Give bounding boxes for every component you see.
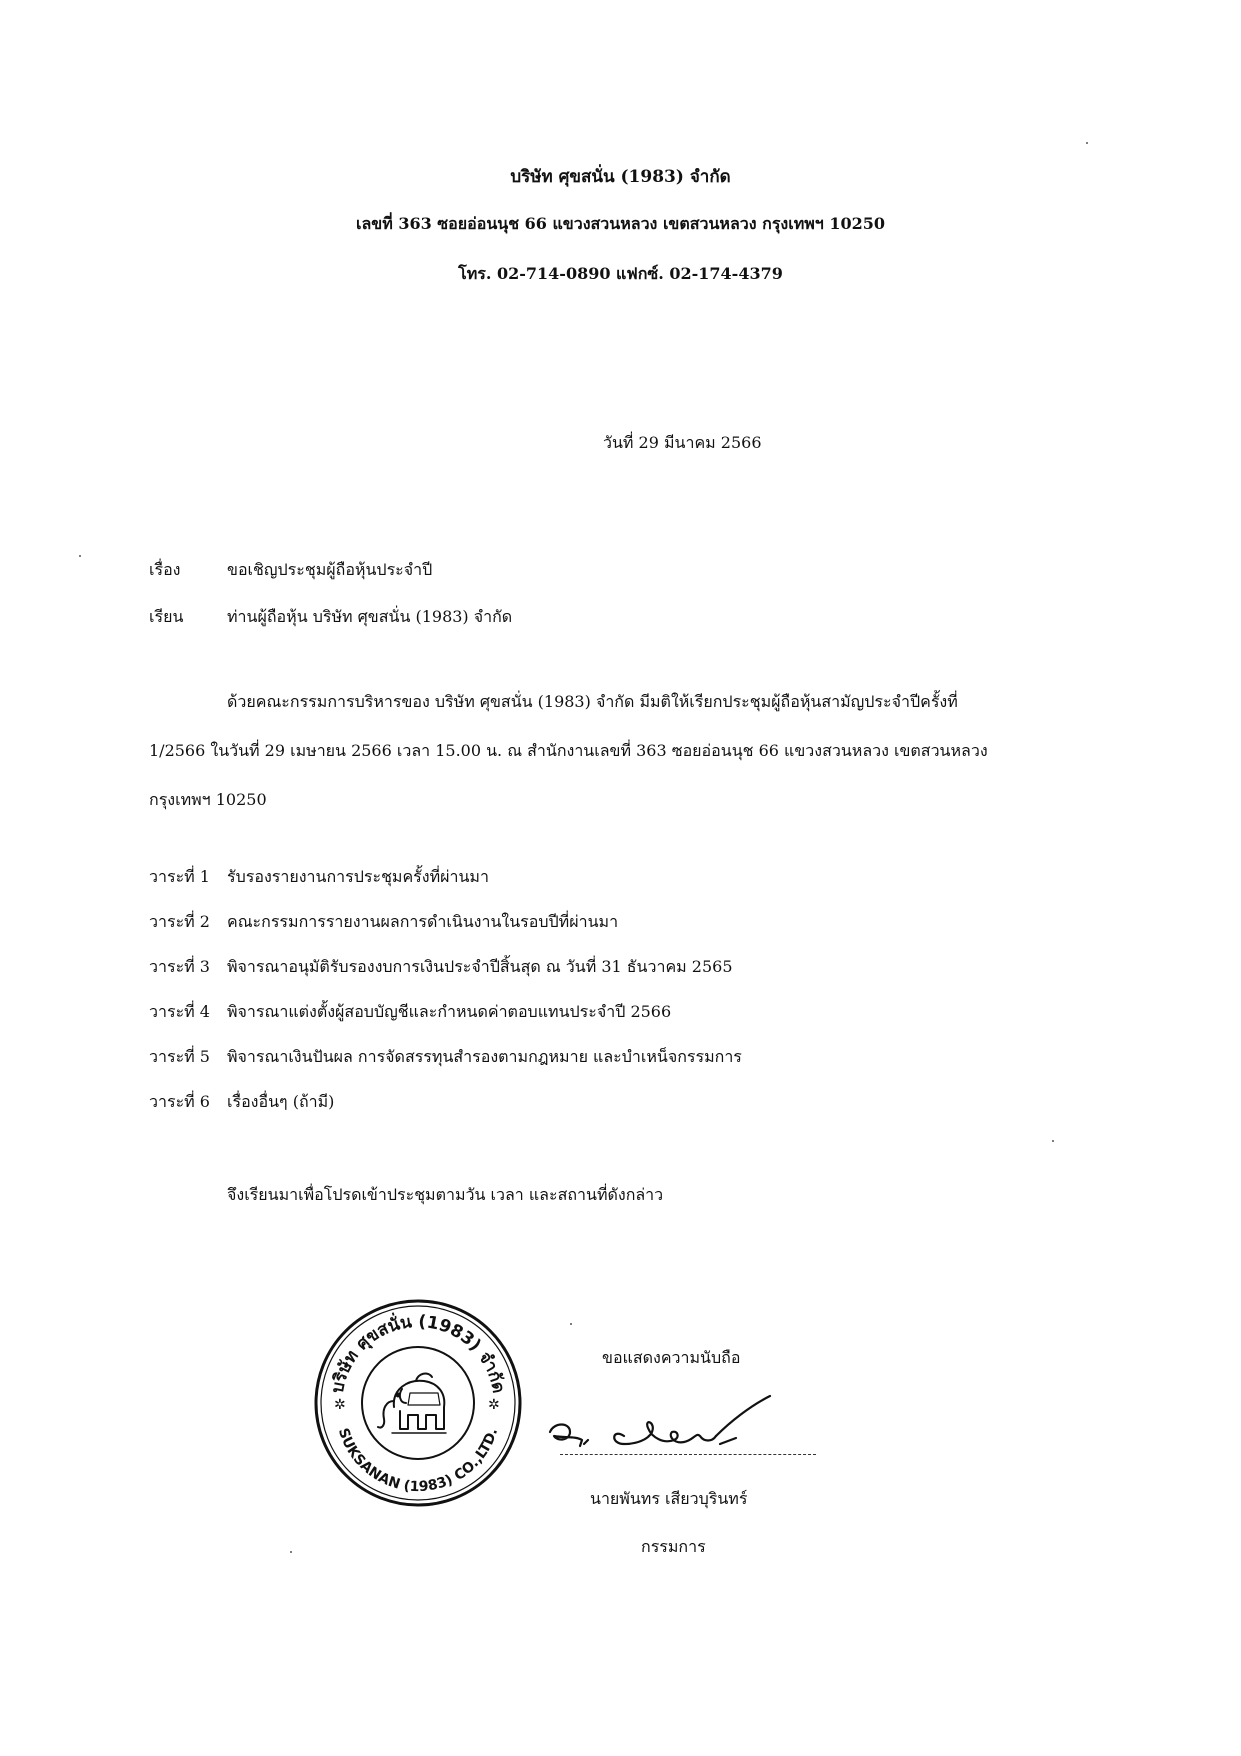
agenda-text: พิจารณาแต่งตั้งผู้สอบบัญชีและกำหนดค่าตอบแทนประจำปี 2566	[227, 1002, 672, 1021]
agenda-text: รับรองรายงานการประชุมครั้งที่ผ่านมา	[227, 867, 489, 886]
seal-center-ring	[362, 1347, 474, 1459]
agenda-item	[149, 1046, 742, 1091]
scan-speck	[1052, 1140, 1054, 1142]
body-line-3: กรุงเทพฯ 10250	[149, 790, 267, 809]
seal-top-text: บริษัท ศุขสนั่น (1983) จำกัด	[327, 1311, 509, 1395]
signature-line	[560, 1454, 816, 1455]
agenda-text: เรื่องอื่นๆ (ถ้ามี)	[227, 1092, 335, 1111]
seal-star-icon: ✲	[334, 1397, 346, 1413]
seal-bottom-text: SUKSANAN (1983) CO.,LTD.	[334, 1426, 502, 1496]
agenda-number: วาระที่ 6	[149, 1092, 210, 1111]
scan-speck	[290, 1551, 292, 1553]
seal-star-icon: ✲	[488, 1397, 500, 1413]
scan-speck	[570, 1323, 572, 1325]
agenda-number: วาระที่ 4	[149, 1002, 210, 1021]
body-line-1: ด้วยคณะกรรมการบริหารของ บริษัท ศุขสนั่น (1983) จำกัด มีมติให้เรียกประชุมผู้ถือหุ้นสามัญประจำปีครั้งที่	[227, 692, 958, 711]
agenda-item	[149, 1001, 742, 1046]
company-name: บริษัท ศุขสนั่น (1983) จำกัด	[510, 167, 731, 187]
closing-sentence: จึงเรียนมาเพื่อโปรดเข้าประชุมตามวัน เวลา และสถานที่ดังกล่าว	[227, 1185, 664, 1204]
agenda-item	[149, 911, 742, 956]
agenda-text: พิจารณาอนุมัติรับรองงบการเงินประจำปีสิ้นสุด ณ วันที่ 31 ธันวาคม 2565	[227, 957, 733, 976]
agenda-text: พิจารณาเงินปันผล การจัดสรรทุนสำรองตามกฎหมาย และบำเหน็จกรรมการ	[227, 1047, 742, 1066]
recipient-label: เรียน	[149, 607, 184, 626]
agenda-number: วาระที่ 2	[149, 912, 210, 931]
company-seal	[312, 1297, 524, 1509]
agenda-number: วาระที่ 3	[149, 957, 210, 976]
agenda-list	[149, 866, 742, 1136]
agenda-item	[149, 866, 742, 911]
scan-speck	[1086, 142, 1088, 144]
letter-date: วันที่ 29 มีนาคม 2566	[603, 433, 762, 452]
regards-text: ขอแสดงความนับถือ	[602, 1348, 741, 1367]
subject-label: เรื่อง	[149, 560, 181, 579]
subject-value: ขอเชิญประชุมผู้ถือหุ้นประจำปี	[227, 560, 433, 579]
signer-title: กรรมการ	[641, 1537, 706, 1556]
company-address: เลขที่ 363 ซอยอ่อนนุช 66 แขวงสวนหลวง เขตสวนหลวง กรุงเทพฯ 10250	[355, 214, 886, 233]
signer-name: นายพันทร เสียวบุรินทร์	[590, 1489, 748, 1508]
seal-inner-ring	[321, 1306, 515, 1500]
agenda-number: วาระที่ 5	[149, 1047, 210, 1066]
agenda-item	[149, 956, 742, 1001]
scan-speck	[79, 555, 81, 557]
agenda-text: คณะกรรมการรายงานผลการดำเนินงานในรอบปีที่ผ่านมา	[227, 912, 619, 931]
handwritten-signature	[540, 1392, 790, 1472]
company-contact: โทร. 02-714-0890 แฟกซ์. 02-174-4379	[458, 264, 783, 283]
elephant-icon	[378, 1374, 446, 1433]
recipient-value: ท่านผู้ถือหุ้น บริษัท ศุขสนั่น (1983) จำกัด	[227, 607, 513, 626]
agenda-number: วาระที่ 1	[149, 867, 210, 886]
body-line-2: 1/2566 ในวันที่ 29 เมษายน 2566 เวลา 15.00 น. ณ สำนักงานเลขที่ 363 ซอยอ่อนนุช 66 แขวงสวนหลวง เขตสวนหลวง	[149, 741, 988, 760]
agenda-item	[149, 1091, 742, 1136]
